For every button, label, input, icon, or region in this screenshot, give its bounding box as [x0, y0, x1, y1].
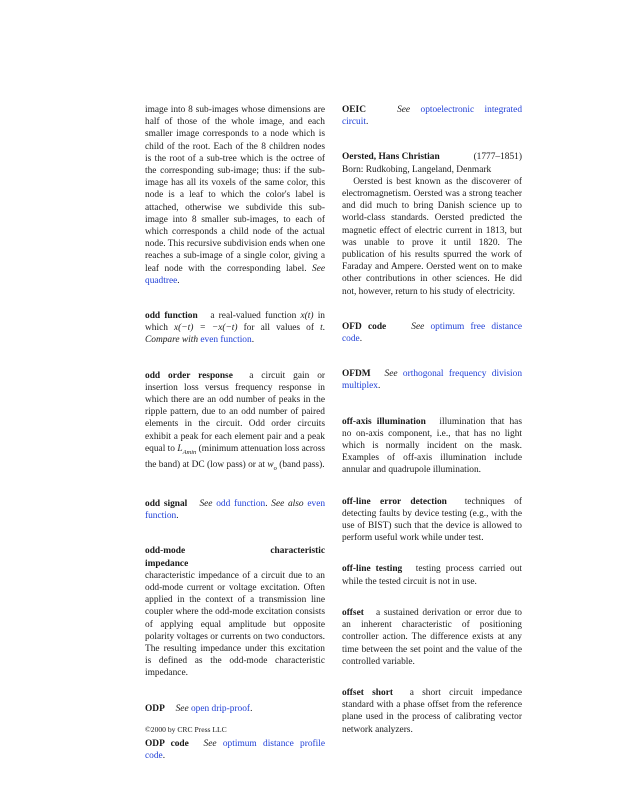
- see-label: See: [384, 369, 398, 380]
- right-column: [342, 104, 522, 755]
- biography-name: Oersted, Hans Christian: [342, 152, 440, 163]
- entry-term: offset short: [342, 687, 393, 698]
- left-column: [145, 104, 325, 785]
- entry-off-axis-illumination: off-axis illumination illumination that has no on-axis component, i.e., that has no light which is normally incident on the mask. Examples of off-axis illumination include annular and quadrupole illumination.: [342, 416, 522, 476]
- see-label: See: [411, 321, 425, 332]
- entry-term: odd-mode characteristic impedance: [145, 546, 325, 569]
- math-expression: $L_{Amin}$: [177, 443, 197, 456]
- cross-reference-link[interactable]: optimum free distance code: [342, 321, 523, 345]
- entry-ofdm: OFDM See orthogonal frequency division multiplex.: [342, 369, 523, 392]
- cross-reference-link[interactable]: even function: [145, 499, 326, 522]
- entry-term: off-line error detection: [342, 496, 447, 507]
- entry-odd-function: odd function a real-valued function x(t) in which x(−t) = −x(−t) for all values of t. Compare with even function.: [145, 311, 326, 346]
- entry-odd-mode-impedance: odd-mode characteristic impedance characteristic impedance of a circuit due to an odd-mode current or voltage excitation. Often applied in the context of a transmission line coupler where the odd-mode excitation consists of applying equal amplitude but opposite polarity voltages or currents on two conductors. The resulting impedance under this excitation is defined as the odd-mode characteristic impedance.: [145, 546, 325, 679]
- cross-reference-link[interactable]: orthogonal frequency division multiplex: [342, 369, 523, 392]
- see-label: See: [175, 703, 189, 714]
- see-label: See: [397, 105, 411, 115]
- entry-term: off-axis illumination: [342, 416, 426, 427]
- entry-offline-error-detection: off-line error detection techniques of detecting faults by device testing (e.g., with the use of BIST) such that the device is allowed to perform useful work while under test.: [342, 496, 522, 544]
- entry-term: odd signal: [145, 499, 188, 510]
- entry-term: OFD code: [342, 321, 387, 332]
- copyright-footer: ©2000 by CRC Press LLC: [145, 725, 227, 734]
- entry-oersted: [342, 151, 522, 297]
- entry-offset-short: offset short a short circuit impedance standard with a phase offset from the reference plane used in the process of calibrating vector network analyzers.: [342, 687, 523, 735]
- biography-header: [342, 151, 522, 163]
- entry-term: ODP code: [145, 738, 189, 749]
- entry-term: OEIC: [342, 105, 366, 115]
- entry-odp-code: ODP code See optimum distance profile code.: [145, 738, 326, 762]
- see-label: See: [203, 738, 217, 749]
- cross-reference-link[interactable]: open drip-proof: [190, 703, 251, 714]
- cross-reference-link[interactable]: even function: [200, 335, 252, 346]
- entry-odd-signal: odd signal See odd function. See also even function.: [145, 499, 326, 522]
- entry-odd-order-response: odd order response a circuit gain or insertion loss versus frequency response in which there are an odd number of peaks in the ripple pattern, due to an odd number of paired elements in the circuit. Odd order circuits exhibit a peak for each element pair and a peak equal to $L_{Amin}$ (minimum attenuation loss across the band) at DC (low pass) or at $w_o$ (band pass).: [145, 370, 326, 472]
- math-expression: $w_o$: [267, 459, 277, 472]
- biography-birthplace: Born: Rudkobing, Langeland, Denmark: [342, 164, 492, 175]
- entry-text: image into 8 sub-images whose dimensions are half of those of the whole image, and each smaller image corresponds to a node which is child of the root. Each of the 8 children nodes is the root of a sub-tree which is the octree of the corresponding sub-image; thus: if the sub-image has all its voxels of the same color, this node is a leaf to which the color's label is attached, otherwise we subdivide this sub-image into 8 smaller sub-images, to each of which corresponds a child node of the actual node. This recursive subdivision ends when one reaches a sub-image of a single color, giving a leaf node with the corresponding label.: [145, 105, 325, 274]
- entry-octree-continuation: image into 8 sub-images whose dimensions are half of those of the whole image, and each smaller image corresponds to a node which is child of the root. Each of the 8 children nodes is the root of a sub-tree which is the octree of the corresponding sub-image; thus: if the sub-image has all its voxels of the same color, this node is a leaf to which the color's label is attached, otherwise we subdivide this sub-image into 8 smaller sub-images, to each of which corresponds a child node of the actual node. This recursive subdivision ends when one reaches a sub-image of a single color, giving a leaf node with the corresponding label. See quadtree.: [145, 105, 326, 286]
- cross-reference-link[interactable]: quadtree: [145, 275, 178, 286]
- see-label: See: [312, 263, 326, 274]
- cross-reference-link[interactable]: optimum distance profile code: [145, 738, 326, 762]
- cross-reference-link[interactable]: odd function: [216, 499, 266, 510]
- see-also-label: See also: [271, 499, 304, 510]
- entry-term: off-line testing: [342, 564, 403, 575]
- entry-term: OFDM: [342, 369, 371, 380]
- entry-term: odd function: [145, 311, 198, 322]
- entry-term: odd order response: [145, 370, 233, 381]
- entry-odp: ODP See open drip-proof.: [145, 703, 253, 714]
- entry-term: offset: [342, 607, 364, 618]
- math-expression: x(−t) = −x(−t): [174, 323, 238, 334]
- cross-reference-link[interactable]: optoelectronic integrated circuit: [342, 105, 523, 128]
- math-expression: t: [320, 323, 323, 334]
- entry-ofd-code: OFD code See optimum free distance code.: [342, 321, 523, 345]
- biography-years: (1777–1851): [473, 152, 522, 163]
- entry-offset: offset a sustained derivation or error due to an inherent characteristic of positioning controller action. The difference exists at any time between the set point and the value of the controlled variable.: [342, 607, 522, 667]
- compare-label: Compare with: [145, 335, 199, 346]
- see-label: See: [199, 499, 213, 510]
- entry-oeic: OEIC See optoelectronic integrated circuit.: [342, 105, 523, 128]
- entry-offline-testing: off-line testing testing process carried out while the tested circuit is not in use.: [342, 564, 522, 587]
- biography-text: Oersted is best known as the discoverer of electromagnetism. Oersted was a strong teacher and did much to bring Danish science up to world-class standards. Oersted predicted the magnetic effect of electric current in 1813, but was unable to prove it until 1820. The publication of his results spurred the work of Faraday and Ampere. Oersted went on to make other contributions in other sciences. He did not, however, return to his study of electricity.: [342, 176, 522, 297]
- math-expression: x(t): [300, 311, 314, 322]
- entry-term: ODP: [145, 703, 165, 714]
